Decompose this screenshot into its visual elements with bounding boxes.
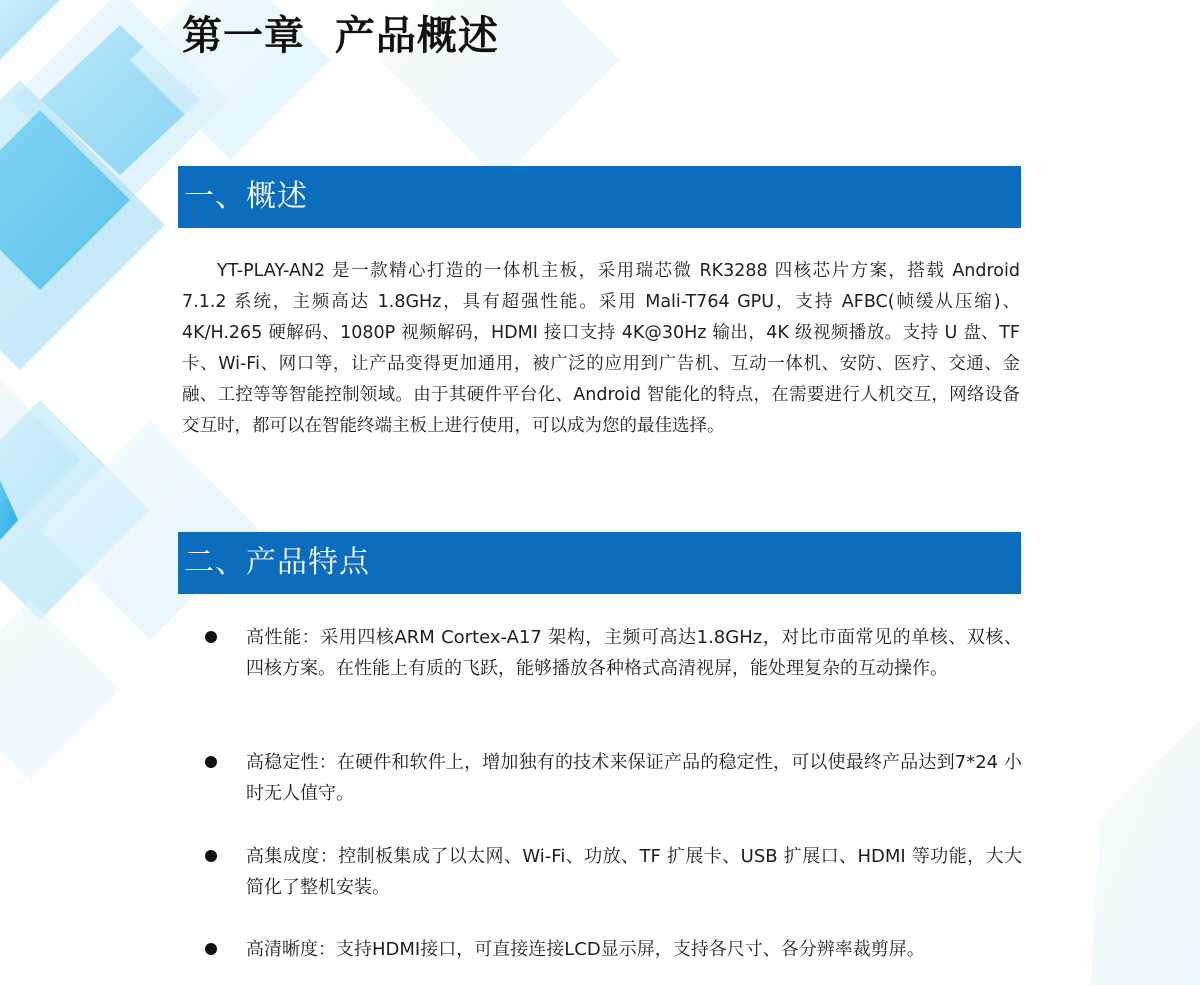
chapter-title: 第一章 产品概述 xyxy=(182,13,499,59)
section-heading: 一、概述 xyxy=(184,179,308,214)
feature-text: 高性能：采用四核ARM Cortex-A17 架构，主频可高达1.8GHz，对比市面常见的单核、双核、四核方案。在性能上有质的飞跃，能够播放各种格式高清视屏，能处理复杂的互动操作。 xyxy=(246,627,1022,679)
feature-text: 高稳定性：在硬件和软件上，增加独有的技术来保证产品的稳定性，可以使最终产品达到7*24 小时无人值守。 xyxy=(246,752,1022,804)
section-heading: 二、产品特点 xyxy=(184,545,370,580)
bullet-icon xyxy=(205,850,217,862)
bullet-icon xyxy=(205,756,217,768)
overview-paragraph: YT-PLAY-AN2 是一款精心打造的一体机主板，采用瑞芯微 RK3288 四核芯片方案，搭载 Android 7.1.2 系统，主频高达 1.8GHz，具有超强性能。采用 Mali-T764 GPU，支持 AFBC(帧缓从压缩)、4K/H.265 硬解码、1080P 视频解码，HDMI 接口支持 4K@30Hz 输出，4K 级视频播放。支持 U 盘、TF 卡、Wi-Fi、网口等，让产品变得更加通用，被广泛的应用到广告机、互动一体机、安防、医疗、交通、金融、工控等等智能控制领域。由于其硬件平台化、Android 智能化的特点，在需要进行人机交互，网络设备交互时，都可以在智能终端主板上进行使用，可以成为您的最佳选择。 xyxy=(182,261,1020,436)
section-header-overview xyxy=(178,166,1021,228)
feature-text: 高集成度：控制板集成了以太网、Wi-Fi、功放、TF 扩展卡、USB 扩展口、HDMI 等功能，大大简化了整机安装。 xyxy=(246,846,1022,898)
bullet-icon xyxy=(205,631,217,643)
section-header-features xyxy=(178,532,1021,594)
feature-text: 高清晰度：支持HDMI接口，可直接连接LCD显示屏，支持各尺寸、各分辨率裁剪屏。 xyxy=(246,939,925,960)
bullet-icon xyxy=(205,943,217,955)
